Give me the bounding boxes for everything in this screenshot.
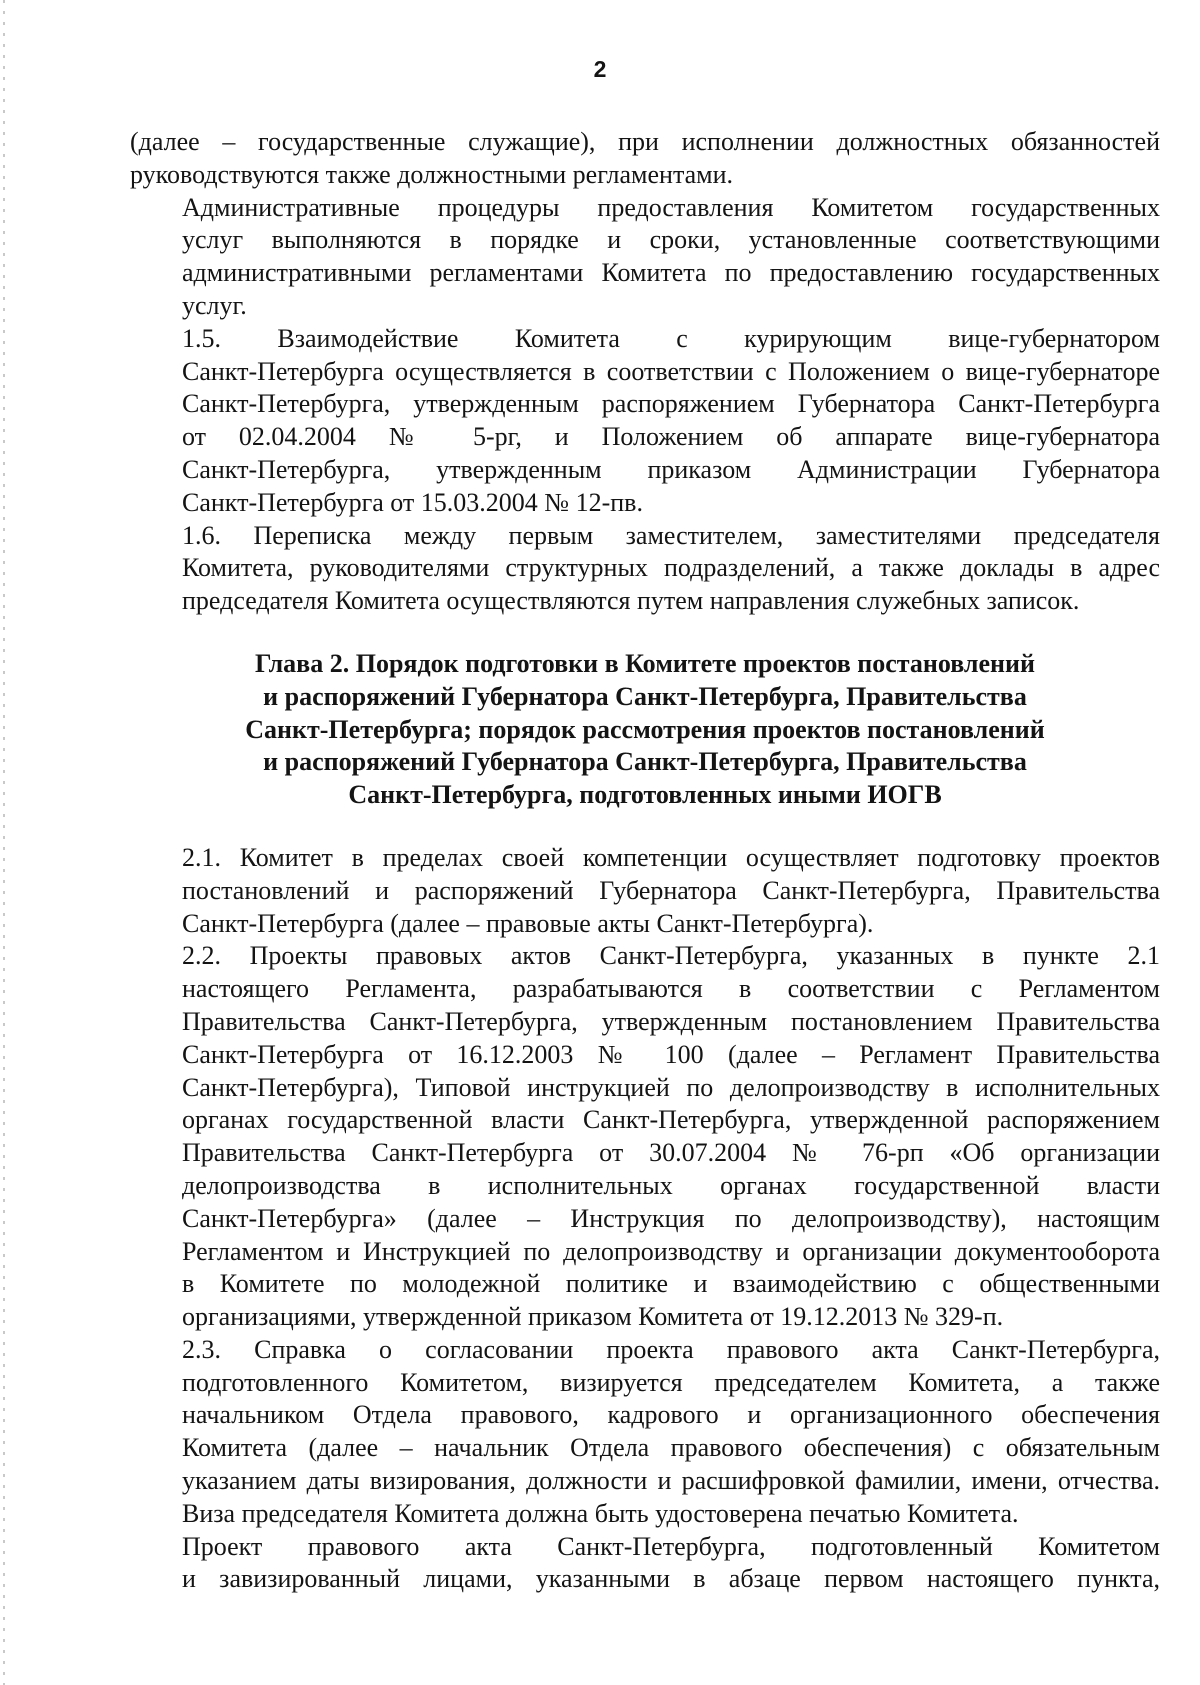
scan-edge-mark (3, 0, 5, 1685)
paragraph (130, 520, 1160, 618)
text-line: председателя Комитета осуществляются путем направления служебных записок. (182, 586, 1080, 616)
paragraphs-top (130, 126, 1160, 618)
text-line: Проект правового акта Санкт-Петербурга, подготовленный Комитетом (182, 1531, 1160, 1561)
text-line: Виза председателя Комитета должна быть удостоверена печатью Комитета. (182, 1498, 1019, 1528)
heading-line: Санкт-Петербурга; порядок рассмотрения проектов постановлений (245, 714, 1045, 744)
paragraph (130, 940, 1160, 1334)
text-line: постановлений и распоряжений Губернатора Санкт-Петербурга, Правительства (182, 875, 1160, 905)
paragraph (130, 842, 1160, 940)
text-line: Санкт-Петербурга), Типовой инструкцией по делопроизводству в исполнительных (182, 1072, 1160, 1102)
paragraph (130, 126, 1160, 192)
paragraphs-bottom (130, 842, 1160, 1596)
text-line: Комитета (далее – начальник Отдела правового обеспечения) с обязательным (182, 1433, 1160, 1463)
text-line: Правительства Санкт-Петербурга от 30.07.2004 № 76-рп «Об организации (182, 1138, 1160, 1168)
text-line: Санкт-Петербурга от 15.03.2004 № 12-пв. (182, 487, 643, 517)
text-line: административными регламентами Комитета по предоставлению государственных (182, 258, 1160, 288)
text-line: делопроизводства в исполнительных органах государственной власти (182, 1170, 1160, 1200)
text-line: 2.3. Справка о согласовании проекта правового акта Санкт-Петербурга, (182, 1334, 1160, 1364)
text-line: в Комитете по молодежной политике и взаимодействию с общественными (182, 1269, 1160, 1299)
text-line: 2.1. Комитет в пределах своей компетенции осуществляет подготовку проектов (182, 842, 1160, 872)
text-line: услуг. (182, 290, 247, 320)
document-body (130, 126, 1160, 1596)
text-line: и завизированный лицами, указанными в абзаце первом настоящего пункта, (182, 1564, 1160, 1594)
text-line: подготовленного Комитетом, визируется председателем Комитета, а также (182, 1367, 1160, 1397)
text-line: 1.6. Переписка между первым заместителем, заместителями председателя (182, 520, 1160, 550)
paragraph (130, 1531, 1160, 1597)
text-line: Санкт-Петербурга, утвержденным приказом Администрации Губернатора (182, 454, 1160, 484)
heading-line: и распоряжений Губернатора Санкт-Петербурга, Правительства (263, 681, 1027, 711)
text-line: начальником Отдела правового, кадрового и организационного обеспечения (182, 1400, 1160, 1430)
paragraph (130, 323, 1160, 520)
paragraph (130, 192, 1160, 323)
text-line: 1.5. Взаимодействие Комитета с курирующим вице-губернатором (182, 323, 1160, 353)
heading-line: и распоряжений Губернатора Санкт-Петербурга, Правительства (263, 747, 1027, 777)
text-line: органах государственной власти Санкт-Петербурга, утвержденной распоряжением (182, 1105, 1160, 1135)
paragraph (130, 1334, 1160, 1531)
text-line: руководствуются также должностными регламентами. (130, 159, 734, 189)
chapter-heading (130, 648, 1160, 812)
text-line: настоящего Регламента, разрабатываются в соответствии с Регламентом (182, 974, 1160, 1004)
text-line: Правительства Санкт-Петербурга, утвержденным постановлением Правительства (182, 1006, 1160, 1036)
page-number: 2 (593, 56, 607, 82)
text-line: Санкт-Петербурга от 16.12.2003 № 100 (далее – Регламент Правительства (182, 1039, 1160, 1069)
text-line: Санкт-Петербурга осуществляется в соответствии с Положением о вице-губернаторе (182, 356, 1160, 386)
text-line: указанием даты визирования, должности и расшифровкой фамилии, имени, отчества. (182, 1466, 1160, 1496)
text-line: организациями, утвержденной приказом Комитета от 19.12.2013 № 329-п. (182, 1302, 1004, 1332)
text-line: Регламентом и Инструкцией по делопроизводству и организации документооборота (182, 1236, 1160, 1266)
text-line: Комитета, руководителями структурных подразделений, а также доклады в адрес (182, 553, 1160, 583)
text-line: услуг выполняются в порядке и сроки, установленные соответствующими (182, 225, 1160, 255)
text-line: от 02.04.2004 № 5-рг, и Положением об аппарате вице-губернатора (182, 422, 1160, 452)
heading-line: Санкт-Петербурга, подготовленных иными ИОГВ (348, 780, 942, 810)
heading-line: Глава 2. Порядок подготовки в Комитете проектов постановлений (254, 648, 1035, 678)
text-line: Санкт-Петербурга (далее – правовые акты Санкт-Петербурга). (182, 908, 874, 938)
text-line: Санкт-Петербурга» (далее – Инструкция по делопроизводству), настоящим (182, 1203, 1160, 1233)
text-line: (далее – государственные служащие), при исполнении должностных обязанностей (130, 127, 1160, 156)
text-line: 2.2. Проекты правовых актов Санкт-Петербурга, указанных в пункте 2.1 (182, 941, 1160, 971)
text-line: Административные процедуры предоставления Комитетом государственных (182, 192, 1160, 222)
text-line: Санкт-Петербурга, утвержденным распоряжением Губернатора Санкт-Петербурга (182, 389, 1160, 419)
